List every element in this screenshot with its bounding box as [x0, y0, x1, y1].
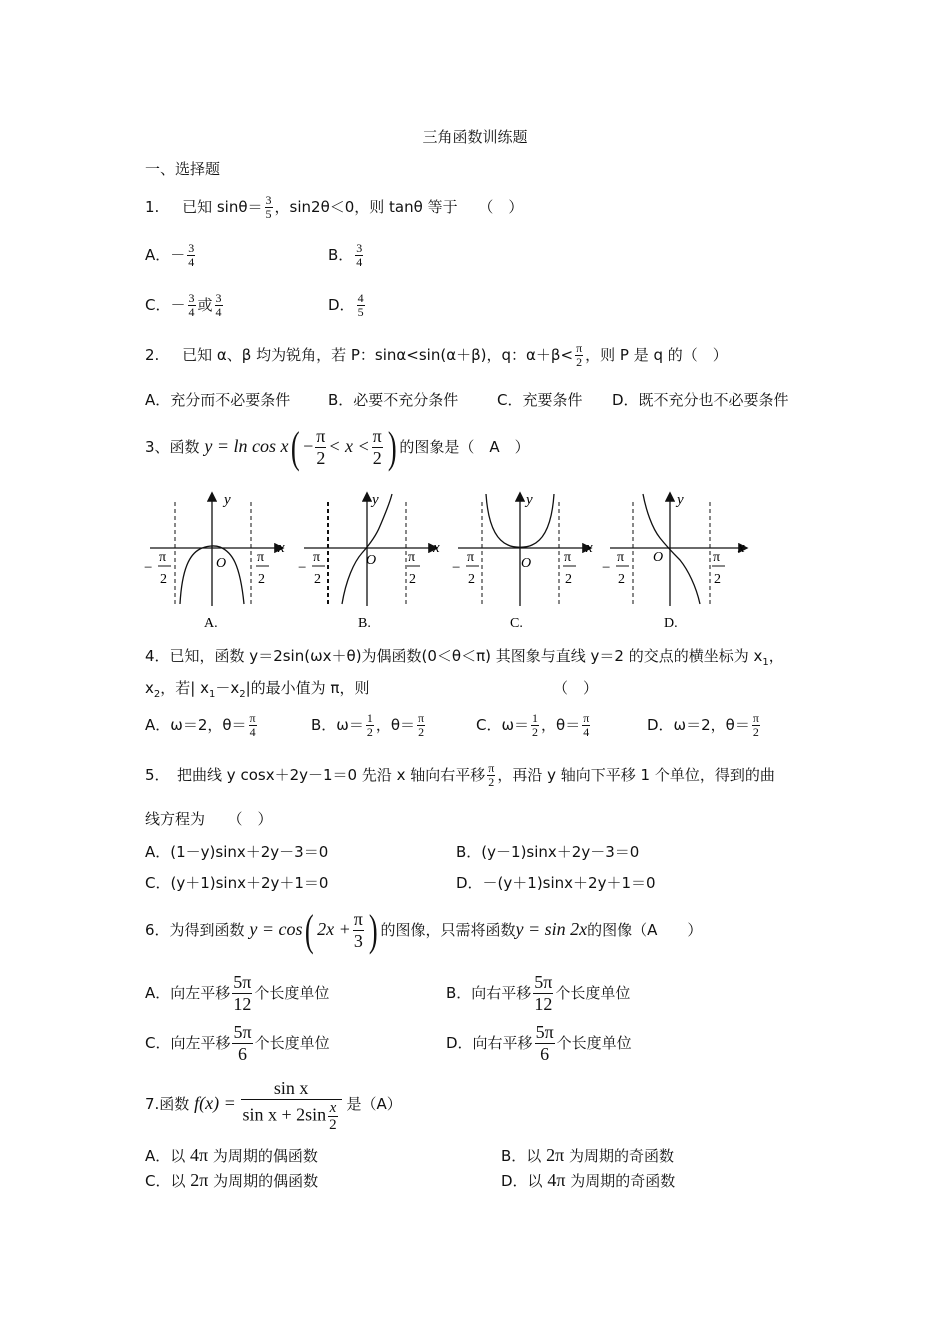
q1-stem-post: ，sin2θ＜0，则 tanθ 等于 [274, 198, 458, 216]
q3-graphs [140, 488, 760, 636]
q2-fraction: $\frac{\pi}{2}$ [576, 341, 583, 369]
q6-option-b: B．向右平移 $\frac{5\pi}{12}$ 个长度单位 [446, 972, 631, 1014]
question-5: 5． 把曲线 y cosx＋2y－1＝0 先沿 x 轴向右平移 $\frac{\pi}{2}$ ，再沿 y 轴向下平移 1 个单位，得到的曲 [145, 761, 775, 789]
q7-option-a: A．以 4π 为周期的偶函数 [145, 1145, 318, 1165]
graph-a [144, 492, 285, 631]
svg-text:π: π [617, 550, 625, 565]
graph-c [452, 492, 593, 631]
svg-text:2: 2 [258, 572, 265, 587]
q5-option-b: B．(y－1)sinx＋2y－3＝0 [456, 843, 640, 861]
svg-text:2: 2 [618, 572, 625, 587]
svg-text:y: y [677, 492, 684, 508]
q2-number: 2. [145, 346, 160, 364]
q7-option-c: C．以 2π 为周期的偶函数 [145, 1170, 319, 1190]
question-1 [145, 192, 523, 222]
svg-text:x: x [278, 540, 285, 556]
q1-option-c: C．－ $\frac{3}{4}$ 或 $\frac{3}{4}$ [145, 291, 222, 319]
q5-option-c: C．(y＋1)sinx＋2y＋1＝0 [145, 874, 329, 892]
svg-text:2: 2 [314, 572, 321, 587]
q3-stem-post: 的图象是（ A ） [399, 438, 530, 456]
graph-d [602, 492, 746, 631]
q3-stem-pre: 3、函数 [145, 438, 200, 456]
q2-stem-post: ，则 P 是 q 的（ ） [585, 346, 728, 364]
q1-option-d: D． $\frac{4}{5}$ [328, 291, 364, 319]
svg-text:2: 2 [565, 572, 572, 587]
q7-option-b: B．以 2π 为周期的奇函数 [501, 1145, 674, 1165]
q1-blank: （ ） [478, 198, 524, 216]
svg-text:π: π [713, 550, 721, 565]
svg-text:−: − [144, 560, 153, 576]
svg-text:A.: A. [204, 616, 218, 631]
question-4-line1: 4．已知，函数 y＝2sin(ωx＋θ)为偶函数(0＜θ＜π) 其图象与直线 y＝2 的交点的横坐标为 $x_1$， [145, 647, 784, 668]
svg-text:x: x [433, 540, 440, 556]
q6-option-a: A．向左平移 $\frac{5\pi}{12}$ 个长度单位 [145, 972, 330, 1014]
svg-text:−: − [298, 560, 307, 576]
svg-text:C.: C. [510, 616, 523, 631]
question-7: 7.函数 f(x) = sin x sin x + 2sin $\frac{x}{2}$ 是（A） [145, 1077, 402, 1133]
question-3: 3、函数 y = ln cos x( − $\frac{\pi}{2}$ < x < $\frac{\pi}{2}$ ) 的图象是（ A ） [145, 422, 530, 472]
svg-text:2: 2 [714, 572, 721, 587]
q4-option-d: D．ω＝2，θ＝ $\frac{\pi}{2}$ [647, 711, 759, 739]
q2-option-d: D．既不充分也不必要条件 [612, 391, 789, 409]
svg-text:x: x [738, 540, 745, 556]
svg-text:D.: D. [664, 616, 678, 631]
svg-text:π: π [408, 550, 416, 565]
svg-text:x: x [586, 540, 593, 556]
q5-option-a: A．(1－y)sinx＋2y－3＝0 [145, 843, 329, 861]
svg-text:2: 2 [468, 572, 475, 587]
graph-b [298, 492, 440, 631]
question-5-line2: 线方程为 （ ） [145, 810, 273, 828]
q2-stem-pre: 已知 α、β 均为锐角，若 P：sinα<sin(α＋β)，q：α＋β< [182, 346, 574, 364]
svg-text:O: O [653, 550, 664, 565]
section-heading: 一、选择题 [145, 160, 221, 178]
q7-fraction: sin x sin x + 2sin $\frac{x}{2}$ [241, 1077, 342, 1133]
q3-function: y = ln cos x [204, 436, 289, 456]
svg-text:π: π [564, 550, 572, 565]
q4-option-b: B．ω＝ $\frac{1}{2}$ ，θ＝ $\frac{\pi}{2}$ [311, 711, 425, 739]
q1-number: 1. [145, 198, 160, 216]
q1-option-b: B． $\frac{3}{4}$ [328, 241, 363, 269]
q5-option-d: D．－(y＋1)sinx＋2y＋1＝0 [456, 874, 656, 892]
question-4-line2: $x_2$，若| $x_1-x_2|$的最小值为 π，则 [145, 679, 370, 700]
svg-text:−: − [452, 560, 461, 576]
svg-text:2: 2 [160, 572, 167, 587]
svg-text:y: y [224, 492, 231, 508]
svg-text:π: π [257, 550, 265, 565]
q2-option-a: A．充分而不必要条件 [145, 391, 291, 409]
svg-text:π: π [159, 550, 167, 565]
svg-text:2: 2 [409, 572, 416, 587]
svg-text:π: π [467, 550, 475, 565]
q1-fraction: $\frac{3}{5}$ [265, 193, 272, 221]
page-title: 三角函数训练题 [422, 128, 528, 146]
q4-option-c: C．ω＝ $\frac{1}{2}$ ，θ＝ $\frac{\pi}{4}$ [476, 711, 590, 739]
q4-blank: （ ） [553, 679, 599, 697]
svg-text:π: π [313, 550, 321, 565]
svg-text:y: y [372, 492, 379, 508]
question-6: 6．为得到函数 y = cos( 2x + $\frac{\pi}{3}$ ) 的图像，只需将函数y = sin 2x的图像（A ） [145, 905, 703, 955]
svg-text:O: O [521, 556, 532, 571]
q4-option-a: A．ω＝2，θ＝ $\frac{\pi}{4}$ [145, 711, 256, 739]
q2-option-c: C．充要条件 [497, 391, 583, 409]
q2-option-b: B．必要不充分条件 [328, 391, 459, 409]
svg-text:O: O [366, 553, 377, 568]
svg-text:y: y [526, 492, 533, 508]
q1-option-a: A．－ $\frac{3}{4}$ [145, 241, 195, 269]
svg-text:B.: B. [358, 616, 371, 631]
q6-option-c: C．向左平移 $\frac{5\pi}{6}$ 个长度单位 [145, 1022, 330, 1064]
q1-stem-pre: 已知 sinθ＝ [182, 198, 263, 216]
svg-text:−: − [602, 560, 611, 576]
question-2 [145, 340, 728, 370]
q6-option-d: D．向右平移 $\frac{5\pi}{6}$ 个长度单位 [446, 1022, 632, 1064]
q7-option-d: D．以 4π 为周期的奇函数 [501, 1170, 676, 1190]
svg-text:O: O [216, 556, 227, 571]
